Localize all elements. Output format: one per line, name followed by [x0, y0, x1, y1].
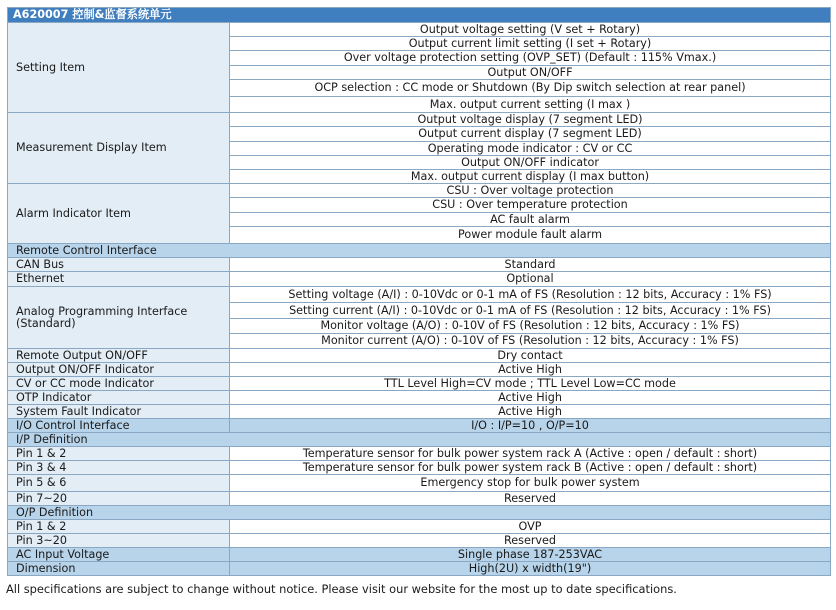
alarm-value: CSU : Over temperature protection: [230, 198, 831, 213]
remote-row: [8, 363, 831, 377]
ip-pin-value: Reserved: [230, 492, 831, 506]
ac-input-label: AC Input Voltage: [8, 548, 230, 562]
io-control-value: I/O : I/P=10 , O/P=10: [230, 419, 831, 433]
op-row: [8, 534, 831, 548]
remote-row-label: CV or CC mode Indicator: [8, 377, 230, 391]
ip-pin-label: Pin 1 & 2: [8, 447, 230, 461]
ip-row: [8, 475, 831, 492]
setting-value: Output ON/OFF: [230, 66, 831, 80]
title-row: [8, 8, 831, 23]
analog-programming-label: Analog Programming Interface (Standard): [8, 287, 230, 349]
ethernet-value: Optional: [230, 272, 831, 287]
ip-pin-value: Temperature sensor for bulk power system rack A (Active : open / default : short): [230, 447, 831, 461]
ip-row: [8, 492, 831, 506]
io-control-label: I/O Control Interface: [8, 419, 230, 433]
setting-row: [8, 23, 831, 37]
ac-input-row: [8, 548, 831, 562]
remote-row-label: System Fault Indicator: [8, 405, 230, 419]
remote-row-label: OTP Indicator: [8, 391, 230, 405]
table-title: A620007 控制&监督系统单元: [8, 8, 831, 23]
ip-pin-label: Pin 7~20: [8, 492, 230, 506]
alarm-value: AC fault alarm: [230, 213, 831, 227]
spec-table: [7, 7, 831, 576]
remote-row: [8, 377, 831, 391]
op-pin-label: Pin 1 & 2: [8, 520, 230, 534]
can-bus-value: Standard: [230, 258, 831, 272]
measurement-value: Max. output current display (I max button): [230, 170, 831, 184]
alarm-label: Alarm Indicator Item: [8, 184, 230, 244]
op-row: [8, 520, 831, 534]
measurement-label: Measurement Display Item: [8, 113, 230, 184]
ip-row: [8, 447, 831, 461]
ethernet-row: [8, 272, 831, 287]
analog-row: [8, 287, 831, 303]
ip-row: [8, 461, 831, 475]
measurement-value: Output current display (7 segment LED): [230, 127, 831, 142]
remote-row-value: Active High: [230, 391, 831, 405]
measurement-value: Output voltage display (7 segment LED): [230, 113, 831, 127]
op-definition-header: O/P Definition: [8, 506, 831, 520]
ip-pin-value: Temperature sensor for bulk power system rack B (Active : open / default : short): [230, 461, 831, 475]
op-header-row: [8, 506, 831, 520]
analog-value: Setting current (A/I) : 0-10Vdc or 0-1 mA of FS (Resolution : 12 bits, Accuracy : 1% FS): [230, 303, 831, 319]
can-bus-label: CAN Bus: [8, 258, 230, 272]
setting-value: OCP selection : CC mode or Shutdown (By Dip switch selection at rear panel): [230, 80, 831, 97]
remote-row-value: Active High: [230, 363, 831, 377]
ip-definition-header: I/P Definition: [8, 433, 831, 447]
alarm-row: [8, 184, 831, 198]
dimension-row: [8, 562, 831, 576]
dimension-label: Dimension: [8, 562, 230, 576]
setting-item-label: Setting Item: [8, 23, 230, 113]
setting-value: Max. output current setting (I max ): [230, 97, 831, 113]
remote-header-row: [8, 244, 831, 258]
measurement-value: Output ON/OFF indicator: [230, 156, 831, 170]
remote-row-value: Dry contact: [230, 349, 831, 363]
ip-pin-value: Emergency stop for bulk power system: [230, 475, 831, 492]
ip-header-row: [8, 433, 831, 447]
ip-pin-label: Pin 5 & 6: [8, 475, 230, 492]
measurement-row: [8, 113, 831, 127]
setting-value: Output voltage setting (V set + Rotary): [230, 23, 831, 37]
analog-value: Monitor current (A/O) : 0-10V of FS (Resolution : 12 bits, Accuracy : 1% FS): [230, 334, 831, 349]
remote-control-header: Remote Control Interface: [8, 244, 831, 258]
remote-row-label: Output ON/OFF Indicator: [8, 363, 230, 377]
remote-row-value: TTL Level High=CV mode ; TTL Level Low=CC mode: [230, 377, 831, 391]
io-control-row: [8, 419, 831, 433]
ethernet-label: Ethernet: [8, 272, 230, 287]
remote-row-label: Remote Output ON/OFF: [8, 349, 230, 363]
op-pin-label: Pin 3~20: [8, 534, 230, 548]
remote-row: [8, 349, 831, 363]
remote-row: [8, 405, 831, 419]
ac-input-value: Single phase 187-253VAC: [230, 548, 831, 562]
setting-value: Output current limit setting (I set + Rotary): [230, 37, 831, 51]
op-pin-value: Reserved: [230, 534, 831, 548]
remote-row: [8, 391, 831, 405]
analog-value: Monitor voltage (A/O) : 0-10V of FS (Resolution : 12 bits, Accuracy : 1% FS): [230, 319, 831, 334]
op-pin-value: OVP: [230, 520, 831, 534]
analog-value: Setting voltage (A/I) : 0-10Vdc or 0-1 mA of FS (Resolution : 12 bits, Accuracy : 1% FS): [230, 287, 831, 303]
remote-row-value: Active High: [230, 405, 831, 419]
can-bus-row: [8, 258, 831, 272]
spec-sheet: [7, 7, 830, 576]
measurement-value: Operating mode indicator : CV or CC: [230, 142, 831, 156]
footer-note: All specifications are subject to change without notice. Please visit our website for the most up to date specifications.: [6, 582, 677, 596]
dimension-value: High(2U) x width(19"): [230, 562, 831, 576]
ip-pin-label: Pin 3 & 4: [8, 461, 230, 475]
setting-value: Over voltage protection setting (OVP_SET) (Default : 115% Vmax.): [230, 51, 831, 66]
alarm-value: Power module fault alarm: [230, 227, 831, 244]
alarm-value: CSU : Over voltage protection: [230, 184, 831, 198]
